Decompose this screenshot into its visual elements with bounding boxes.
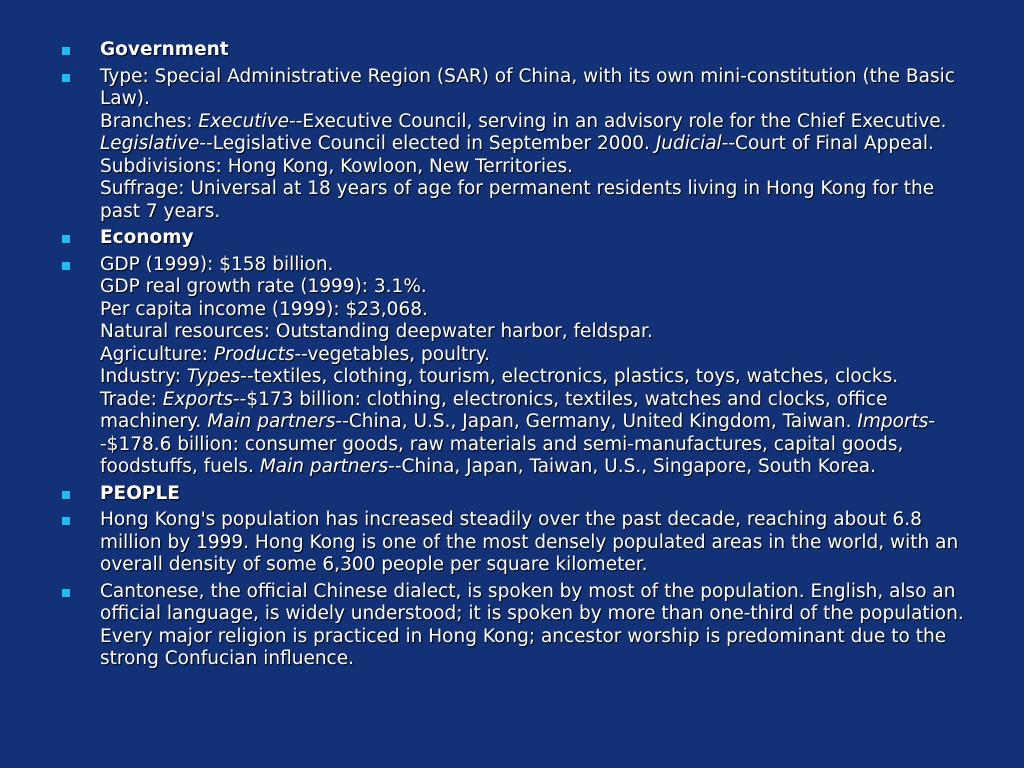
square-bullet-icon <box>62 517 70 525</box>
industry-label: Types <box>186 366 241 387</box>
branches-prefix: Branches: <box>100 110 199 132</box>
square-bullet-icon <box>62 235 70 243</box>
trade-prefix: Trade: <box>100 388 163 410</box>
government-subdivisions-line: Subdivisions: Hong Kong, Kowloon, New Territories. <box>100 155 574 177</box>
exports-label: Exports <box>162 388 233 410</box>
list-item-economy-details <box>60 254 970 479</box>
square-bullet-icon <box>62 491 70 499</box>
agriculture-text: --vegetables, poultry. <box>294 343 491 365</box>
imports-label: Imports <box>857 411 929 432</box>
list-item-economy-heading <box>60 227 970 250</box>
square-bullet-icon <box>62 74 70 82</box>
people-language-paragraph: Cantonese, the official Chinese dialect, is spoken by most of the population. English, also an official language, is widely understood; it is spoken by more than one-third of the population. Every major religion is practiced in Hong Kong; ancestor worship is predominant due to the strong Confucian influence. <box>100 580 964 669</box>
legislative-label: Legislative <box>100 133 200 154</box>
economy-resources-line: Natural resources: Outstanding deepwater harbor, feldspar. <box>100 321 653 342</box>
judicial-text: --Court of Final Appeal. <box>721 133 934 154</box>
economy-gdp-line: GDP (1999): $158 billion. <box>100 253 334 275</box>
square-bullet-icon <box>62 262 70 270</box>
square-bullet-icon <box>62 589 70 597</box>
economy-agriculture-line <box>100 344 970 367</box>
list-item-people-language <box>60 581 970 671</box>
people-population-paragraph: Hong Kong's population has increased steadily over the past decade, reaching about 6.8 million by 1999. Hong Kong is one of the most densely populated areas in the world, with an overall density of some 6,300 people per square kilometer. <box>100 509 959 575</box>
exports-text: --$173 billion: clothing, electronics, textiles, watches and clocks, office machinery. <box>100 388 888 432</box>
export-partners-label: Main partners <box>207 411 336 432</box>
economy-heading: Economy <box>100 227 194 248</box>
economy-trade-line <box>100 389 970 479</box>
government-branches-line <box>100 111 970 156</box>
imports-text: --$178.6 billion: consumer goods, raw materials and semi-manufactures, capital goods, foodstuffs, fuels. <box>100 411 936 477</box>
economy-industry-line <box>100 366 970 389</box>
economy-per-capita-line: Per capita income (1999): $23,068. <box>100 298 428 320</box>
export-partners-text: --China, U.S., Japan, Germany, United Kingdom, Taiwan. <box>335 411 858 432</box>
executive-label: Executive <box>198 110 290 132</box>
industry-prefix: Industry: <box>100 366 187 387</box>
government-suffrage-line: Suffrage: Universal at 18 years of age for permanent residents living in Hong Kong for the past 7 years. <box>100 178 935 222</box>
legislative-text: --Legislative Council elected in September 2000. <box>199 133 656 154</box>
square-bullet-icon <box>62 47 70 55</box>
government-heading: Government <box>100 39 229 60</box>
list-item-government-details <box>60 66 970 224</box>
import-partners-label: Main partners <box>259 456 389 477</box>
government-type-line: Type: Special Administrative Region (SAR) of China, with its own mini-constitution (the Basic Law). <box>100 65 955 109</box>
list-item-people-heading <box>60 483 970 506</box>
agriculture-prefix: Agriculture: <box>100 343 214 365</box>
economy-growth-line: GDP real growth rate (1999): 3.1%. <box>100 276 427 297</box>
list-item-people-population <box>60 509 970 577</box>
judicial-label: Judicial <box>655 133 722 154</box>
bullet-list <box>60 39 970 675</box>
executive-text: --Executive Council, serving in an advisory role for the Chief Executive. <box>289 110 947 132</box>
list-item-government-heading <box>60 39 970 62</box>
import-partners-text: --China, Japan, Taiwan, U.S., Singapore, South Korea. <box>388 456 877 477</box>
people-heading: PEOPLE <box>100 482 180 504</box>
industry-text: --textiles, clothing, tourism, electronics, plastics, toys, watches, clocks. <box>240 366 899 387</box>
agriculture-label: Products <box>213 343 295 365</box>
